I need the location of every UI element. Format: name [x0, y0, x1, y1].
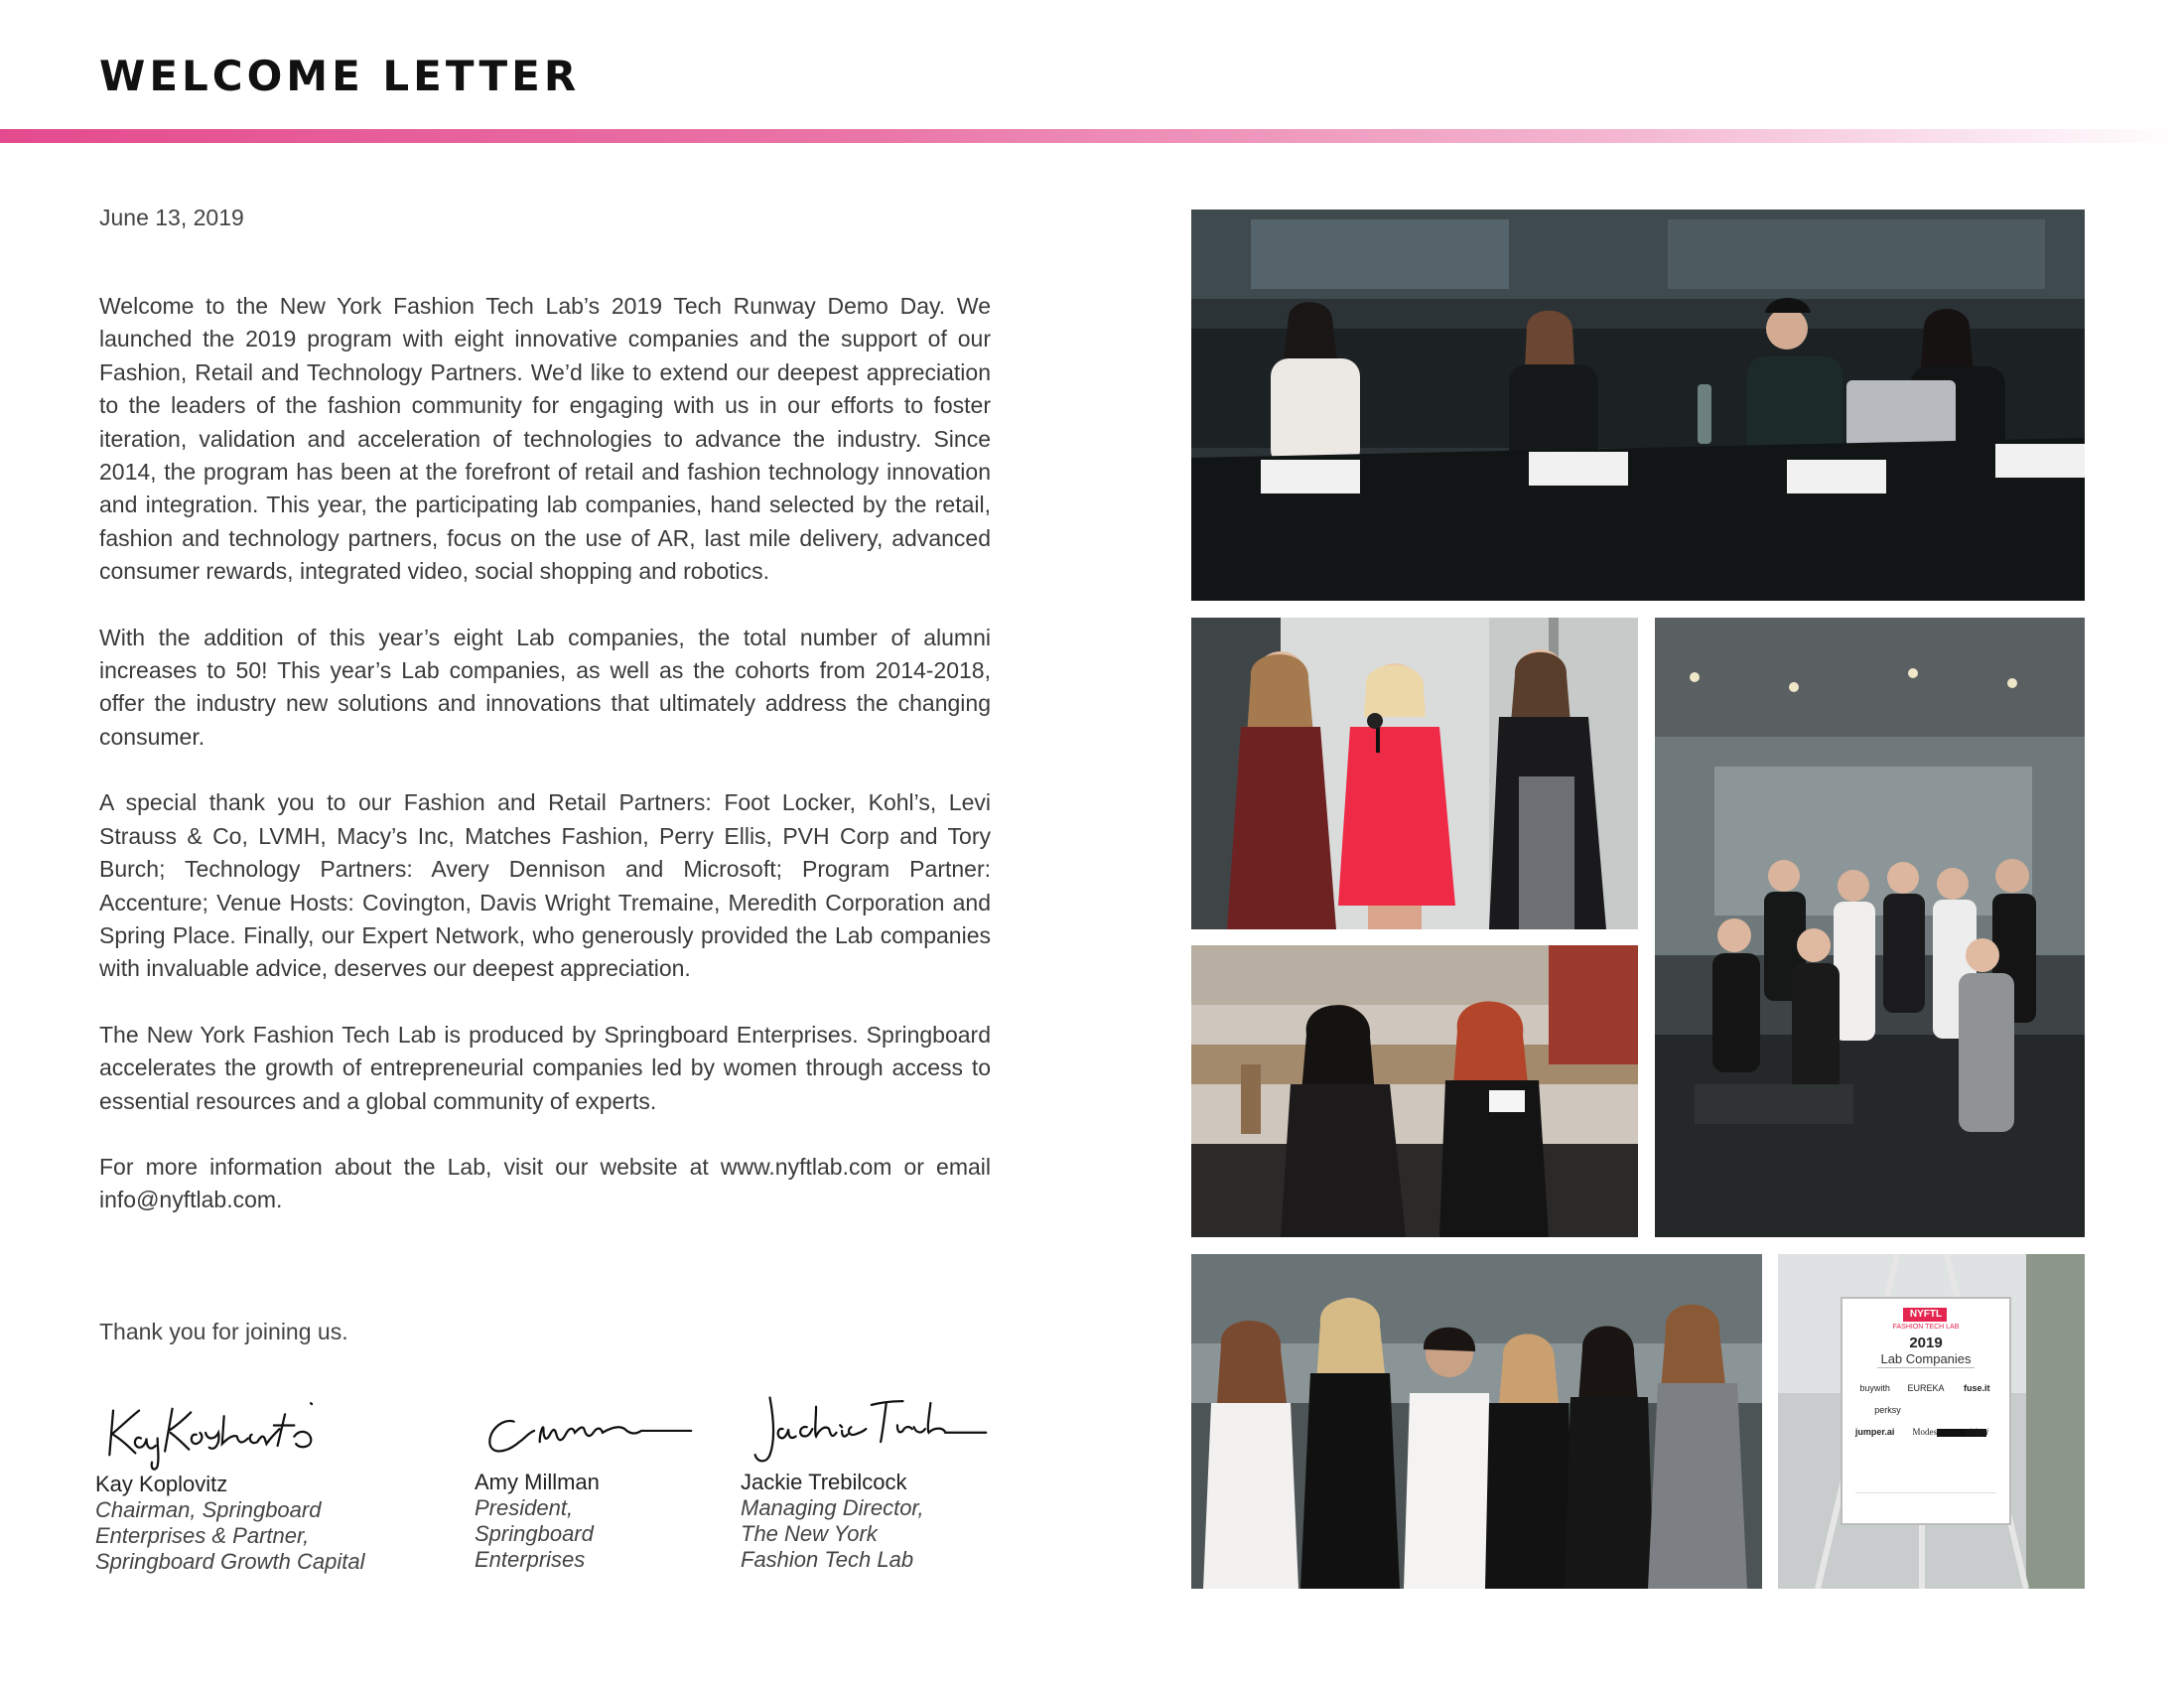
poster-year: 2019 — [1909, 1335, 1943, 1351]
signatory-role: Fashion Tech Lab — [741, 1547, 914, 1572]
signature-block-kay — [95, 1392, 413, 1575]
signatory-role: Managing Director, — [741, 1495, 924, 1520]
signatory-role: Chairman, Springboard — [95, 1497, 322, 1522]
signature-block-amy — [475, 1390, 703, 1573]
letter-paragraph: Welcome to the New York Fashion Tech Lab’s 2019 Tech Runway Demo Day. We launched the 2019 program with eight innovative companies and the support of our Fashion, Retail and Technology Partners. We’d like to extend our deepest appreciation to the leaders of the fashion community for engaging with us in our efforts to foster iteration, validation and acceleration of technologies to advance the industry. Since 2014, the program has been at the forefront of retail and fashion technology innovation and integration. This year, the participating lab companies, hand selected by the retail, fashion and technology partners, focus on the use of AR, last mile delivery, advanced consumer rewards, integrated video, social shopping and robotics. — [99, 293, 991, 585]
kay-signature — [95, 1392, 343, 1472]
signatory-name: Kay Koplovitz — [95, 1472, 228, 1496]
poster-company: fuse.it — [1964, 1383, 1990, 1393]
jackie-signature — [741, 1390, 999, 1470]
photo-conversation — [1191, 945, 1638, 1237]
letter-date: June 13, 2019 — [99, 205, 244, 230]
letter-paragraph: The New York Fashion Tech Lab is produced by Springboard Enterprises. Springboard accelerates the growth of entrepreneurial companies led by women through access to essential resources and a global community of experts. — [99, 1021, 991, 1114]
poster-company: Modest — [1912, 1427, 1940, 1437]
photo-panel-discussion — [1191, 210, 2085, 601]
poster-company-list — [1842, 1367, 2010, 1443]
poster-subtitle: Lab Companies — [1880, 1351, 1972, 1366]
signatory-role: Enterprises & Partner, — [95, 1523, 310, 1548]
poster-company: perksy — [1874, 1405, 1901, 1415]
signatory-role: Springboard — [475, 1521, 594, 1546]
poster-logo-sub: FASHION TECH LAB — [1892, 1324, 1960, 1331]
signatory-name: Amy Millman — [475, 1470, 600, 1494]
photo-speaker — [1191, 618, 1638, 929]
letter-body — [99, 290, 991, 1250]
poster-company: buywith — [1859, 1383, 1890, 1393]
letter-paragraph: A special thank you to our Fashion and Retail Partners: Foot Locker, Kohl’s, Levi Strauss & Co, LVMH, Macy’s Inc, Matches Fashion, Perry Ellis, PVH Corp and Tory Burch; Technology Partners: Avery Dennison and Microsoft; Program Partner: Accenture; Venue Hosts: Covington, Davis Wright Tremaine, Meredith Corporation and Spring Place. Finally, our Expert Network, who generously provided the Lab companies with invaluable advice, deserves our deepest appreciation. — [99, 789, 991, 982]
poster-company: jumper.ai — [1854, 1427, 1895, 1437]
page-title: WELCOME LETTER — [99, 52, 581, 100]
photo-lab-poster — [1778, 1254, 2085, 1589]
signature-block-jackie — [741, 1390, 999, 1573]
signatory-name: Jackie Trebilcock — [741, 1470, 907, 1494]
poster-company: EUREKA — [1907, 1383, 1945, 1393]
signatory-role: President, — [475, 1495, 574, 1520]
signatory-role: Springboard Growth Capital — [95, 1549, 365, 1574]
poster-company: shipsi — [1965, 1427, 1988, 1437]
signatory-role: The New York — [741, 1521, 878, 1546]
poster-logo: NYFTL — [1909, 1309, 1943, 1320]
amy-signature — [475, 1390, 703, 1470]
closing-line: Thank you for joining us. — [99, 1319, 348, 1344]
poster-content — [1842, 1298, 2010, 1443]
photo-group-wine — [1191, 1254, 1762, 1589]
gradient-divider — [0, 129, 2184, 143]
letter-paragraph: With the addition of this year’s eight Lab companies, the total number of alumni increases to 50! This year’s Lab companies, as well as the cohorts from 2014-2018, offer the industry new solutions and innovations that ultimately address the changing consumer. — [99, 624, 991, 750]
signatory-role: Enterprises — [475, 1547, 586, 1572]
letter-paragraph: For more information about the Lab, visit our website at www.nyftlab.com or email info@nyftlab.com. — [99, 1153, 991, 1213]
poster-company: THE CALL LIST — [1939, 1406, 1989, 1413]
photo-group-lounge — [1655, 618, 2085, 1237]
